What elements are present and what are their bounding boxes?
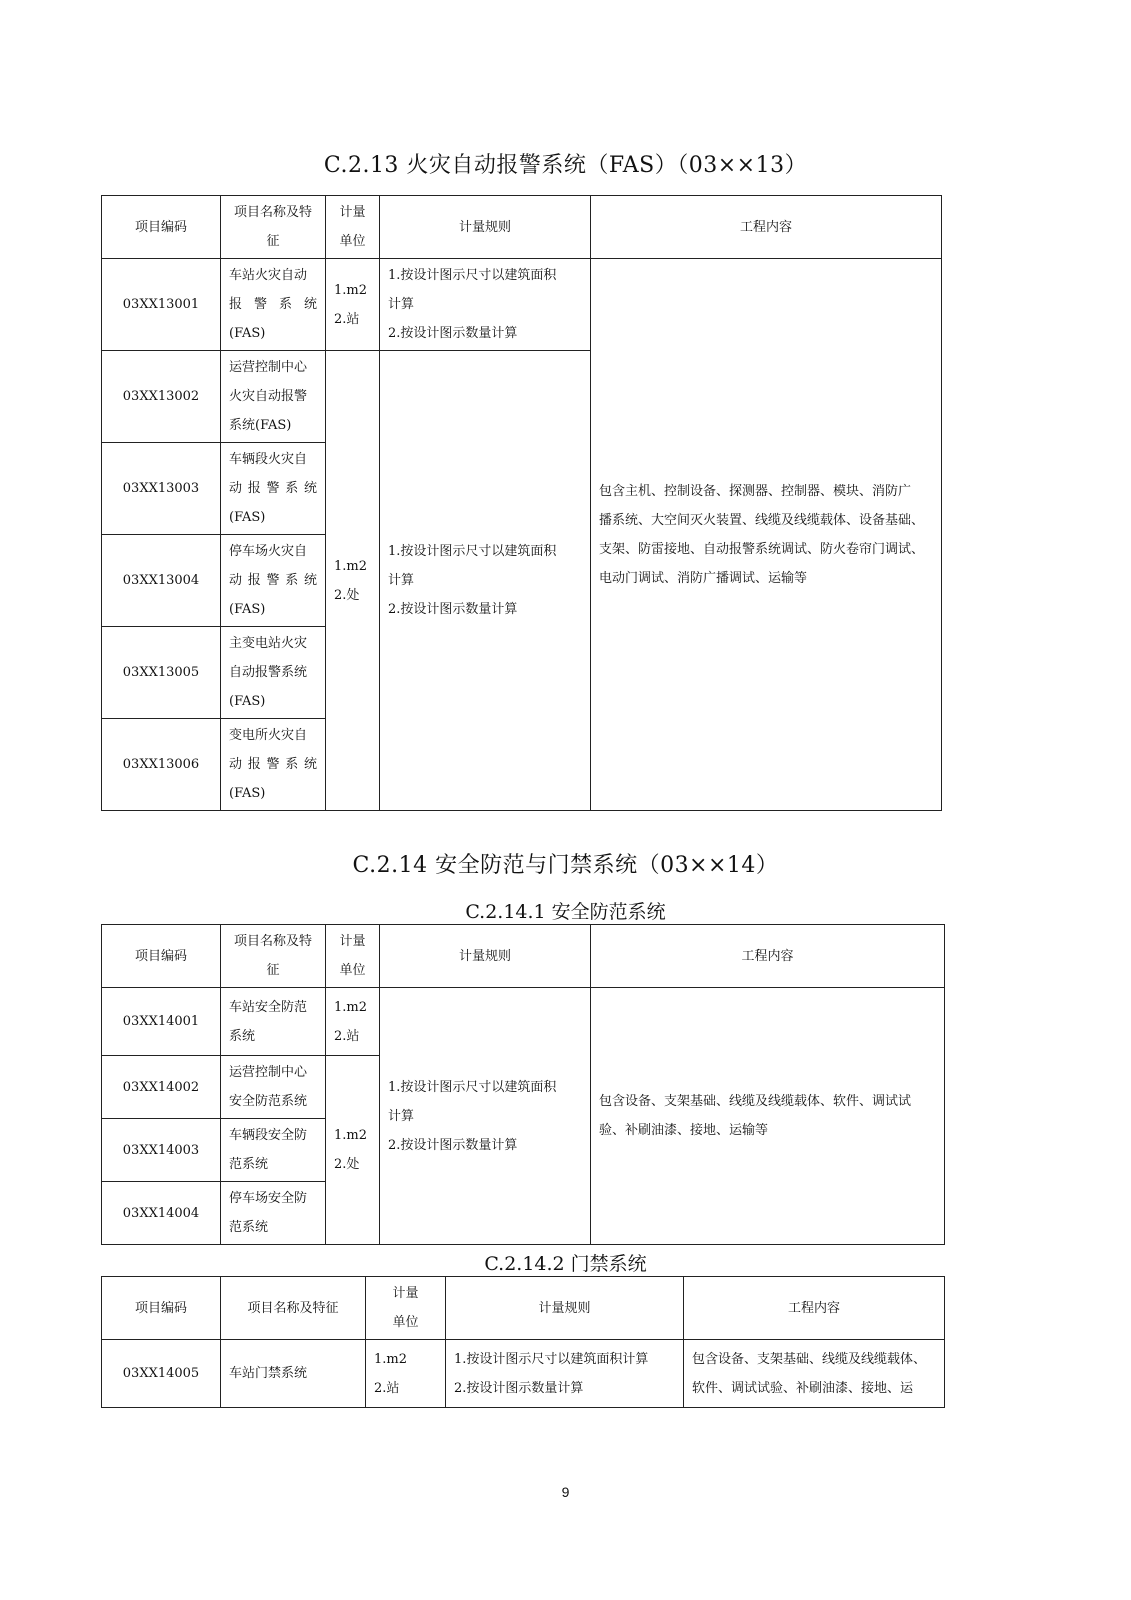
item-name: 车辆段火灾自 动报警系统 (FAS) [221, 443, 326, 535]
table-header-row [102, 196, 942, 259]
item-rule: 1.按设计图示尺寸以建筑面积计算 2.按设计图示数量计算 [446, 1340, 684, 1408]
item-rule: 1.按设计图示尺寸以建筑面积 计算 2.按设计图示数量计算 [380, 988, 591, 1245]
header-unit: 计量 单位 [326, 196, 380, 259]
item-name: 车站火灾自动 报警系统 (FAS) [221, 259, 326, 351]
section-14-1-title: C.2.14.1 安全防范系统 [465, 901, 666, 923]
item-name: 车站安全防范 系统 [221, 988, 326, 1056]
item-code: 03XX14002 [102, 1056, 221, 1119]
header-unit: 计量 单位 [326, 925, 380, 988]
item-code: 03XX13002 [102, 351, 221, 443]
header-content: 工程内容 [591, 925, 945, 988]
header-name: 项目名称及特征 [221, 1277, 366, 1340]
section-14-2-title: C.2.14.2 门禁系统 [484, 1253, 647, 1275]
item-unit: 1.m2 2.处 [326, 1056, 380, 1245]
page-number: 9 [561, 1484, 570, 1500]
fas-table [101, 195, 942, 811]
item-unit: 1.m2 2.站 [326, 259, 380, 351]
header-code: 项目编码 [102, 925, 221, 988]
section-13-title: C.2.13 火灾自动报警系统（FAS）（03××13） [323, 153, 808, 178]
item-rule: 1.按设计图示尺寸以建筑面积 计算 2.按设计图示数量计算 [380, 351, 591, 811]
item-rule: 1.按设计图示尺寸以建筑面积 计算 2.按设计图示数量计算 [380, 259, 591, 351]
header-rule: 计量规则 [380, 196, 591, 259]
header-rule: 计量规则 [446, 1277, 684, 1340]
header-code: 项目编码 [102, 1277, 221, 1340]
header-unit: 计量 单位 [366, 1277, 446, 1340]
work-content: 包含设备、支架基础、线缆及线缆载体、 软件、调试试验、补刷油漆、接地、运 [684, 1340, 945, 1408]
header-name: 项目名称及特 征 [221, 196, 326, 259]
item-unit: 1.m2 2.处 [326, 351, 380, 811]
item-code: 03XX14005 [102, 1340, 221, 1408]
table-row [102, 1340, 945, 1408]
header-content: 工程内容 [591, 196, 942, 259]
section-14-title: C.2.14 安全防范与门禁系统（03××14） [352, 853, 779, 878]
item-code: 03XX14004 [102, 1182, 221, 1245]
item-code: 03XX13001 [102, 259, 221, 351]
item-code: 03XX14001 [102, 988, 221, 1056]
item-name: 车辆段安全防 范系统 [221, 1119, 326, 1182]
work-content: 包含主机、控制设备、探测器、控制器、模块、消防广 播系统、大空间灭火装置、线缆及线缆载体、设备基础、 支架、防雷接地、自动报警系统调试、防火卷帘门调试、 电动门调试、消防广播调试、运输等 [591, 259, 942, 811]
item-name: 运营控制中心 火灾自动报警 系统(FAS) [221, 351, 326, 443]
item-unit: 1.m2 2.站 [326, 988, 380, 1056]
item-name: 停车场火灾自 动报警系统 (FAS) [221, 535, 326, 627]
header-rule: 计量规则 [380, 925, 591, 988]
work-content: 包含设备、支架基础、线缆及线缆载体、软件、调试试 验、补刷油漆、接地、运输等 [591, 988, 945, 1245]
item-name: 停车场安全防 范系统 [221, 1182, 326, 1245]
table-row [102, 259, 942, 351]
item-code: 03XX13003 [102, 443, 221, 535]
header-content: 工程内容 [684, 1277, 945, 1340]
table-row [102, 988, 945, 1056]
header-name: 项目名称及特 征 [221, 925, 326, 988]
item-name: 变电所火灾自 动报警系统 (FAS) [221, 719, 326, 811]
item-name: 车站门禁系统 [221, 1340, 366, 1408]
item-code: 03XX13004 [102, 535, 221, 627]
item-name: 运营控制中心 安全防范系统 [221, 1056, 326, 1119]
item-code: 03XX13005 [102, 627, 221, 719]
item-name: 主变电站火灾 自动报警系统 (FAS) [221, 627, 326, 719]
item-code: 03XX14003 [102, 1119, 221, 1182]
table-header-row [102, 1277, 945, 1340]
security-table [101, 924, 945, 1245]
access-control-table [101, 1276, 945, 1408]
item-unit: 1.m2 2.站 [366, 1340, 446, 1408]
table-header-row [102, 925, 945, 988]
header-code: 项目编码 [102, 196, 221, 259]
item-code: 03XX13006 [102, 719, 221, 811]
